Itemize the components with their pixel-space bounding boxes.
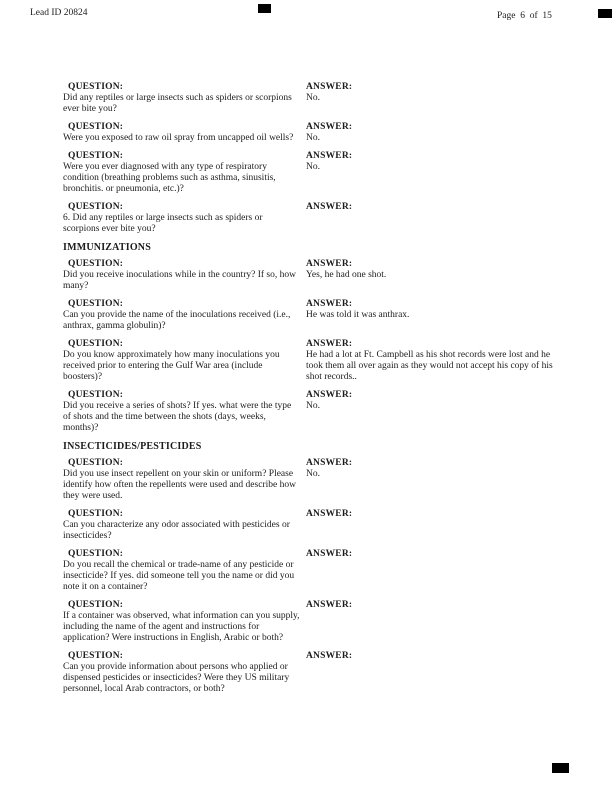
question-text: If a container was observed, what information can you supply, including the name of the agent and instructions for application? Were instructions in English, Arabic or both? [63,611,300,643]
question-text: Can you provide information about persons who applied or dispensed pesticides or insecticides? Were they US military personnel, local Arab contractors, or both? [63,662,290,694]
question-text: Do you know approximately how many inoculations you received prior to entering the Gulf War area (include boosters)? [63,350,280,382]
answer-text: No. [306,469,320,479]
qa-row [63,651,590,695]
question-text: Did you use insect repellent on your skin or uniform? Please identify how often the repellents were used and describe how they were used. [63,469,296,501]
answer-block [306,151,590,195]
qa-row [63,339,590,383]
answer-block [306,299,590,332]
answer-block [306,82,590,115]
qa-row [63,202,590,235]
answer-label: ANSWER: [306,651,353,661]
answer-block [306,509,590,542]
answer-text: He was told it was anthrax. [306,310,410,320]
question-label: QUESTION: [68,259,124,269]
qa-row [63,549,590,593]
answer-block [306,390,590,434]
answer-label: ANSWER: [306,259,353,269]
question-text: Can you characterize any odor associated with pesticides or insecticides? [63,520,290,541]
answer-label: ANSWER: [306,509,353,519]
redaction-mark [258,4,271,13]
answer-label: ANSWER: [306,600,353,610]
answer-label: ANSWER: [306,202,353,212]
question-block [63,458,306,502]
qa-content [63,82,590,702]
page-number-label: Page 6 of 15 [497,11,552,21]
question-label: QUESTION: [68,458,124,468]
question-label: QUESTION: [68,202,124,212]
question-label: QUESTION: [68,549,124,559]
question-label: QUESTION: [68,299,124,309]
qa-row [63,151,590,195]
question-block [63,651,306,695]
question-label: QUESTION: [68,390,124,400]
question-block [63,509,306,542]
question-block [63,151,306,195]
question-block [63,549,306,593]
answer-label: ANSWER: [306,82,353,92]
answer-block [306,259,590,292]
question-label: QUESTION: [68,651,124,661]
qa-row [63,390,590,434]
answer-block [306,202,590,235]
redaction-mark [552,763,569,773]
qa-row [63,458,590,502]
question-label: QUESTION: [68,339,124,349]
question-text: Did you receive inoculations while in the country? If so, how many? [63,270,296,291]
answer-label: ANSWER: [306,549,353,559]
question-label: QUESTION: [68,122,124,132]
question-label: QUESTION: [68,509,124,519]
answer-text: No. [306,401,320,411]
question-label: QUESTION: [68,82,124,92]
answer-text: No. [306,162,320,172]
question-text: Do you recall the chemical or trade-name of any pesticide or insecticide? If yes. did someone tell you the name or did you note it on a container? [63,560,295,592]
question-label: QUESTION: [68,600,124,610]
question-text: 6. Did any reptiles or large insects such as spiders or scorpions ever bite you? [63,213,263,234]
qa-row [63,600,590,644]
answer-label: ANSWER: [306,151,353,161]
question-text: Did any reptiles or large insects such as spiders or scorpions ever bite you? [63,93,292,114]
answer-text: No. [306,93,320,103]
question-block [63,600,306,644]
question-text: Were you exposed to raw oil spray from uncapped oil wells? [63,133,294,143]
question-text: Were you ever diagnosed with any type of respiratory condition (breathing problems such as asthma, sinusitis, bronchitis. or pneumonia, etc.)? [63,162,276,194]
question-block [63,122,306,144]
lead-id-label: Lead ID 20824 [30,8,88,18]
question-block [63,259,306,292]
redaction-mark [598,9,612,18]
answer-block [306,122,590,144]
question-block [63,202,306,235]
qa-row [63,509,590,542]
qa-row [63,299,590,332]
question-text: Did you receive a series of shots? If yes. what were the type of shots and the time between the shots (days, weeks, months)? [63,401,292,433]
answer-block [306,651,590,695]
qa-row [63,122,590,144]
answer-label: ANSWER: [306,122,353,132]
answer-block [306,600,590,644]
answer-label: ANSWER: [306,390,353,400]
section-heading-immunizations: IMMUNIZATIONS [63,242,151,253]
answer-text: Yes, he had one shot. [306,270,387,280]
answer-block [306,339,590,383]
question-block [63,339,306,383]
answer-label: ANSWER: [306,299,353,309]
answer-text: No. [306,133,320,143]
question-text: Can you provide the name of the inoculations received (i.e., anthrax, gamma globulin)? [63,310,291,331]
answer-block [306,458,590,502]
question-block [63,390,306,434]
answer-label: ANSWER: [306,458,353,468]
answer-label: ANSWER: [306,339,353,349]
question-block [63,82,306,115]
answer-block [306,549,590,593]
answer-text: He had a lot at Ft. Campbell as his shot records were lost and he took them all over again as they would not accept his copy of his shot records.. [306,350,553,382]
question-label: QUESTION: [68,151,124,161]
question-block [63,299,306,332]
qa-row [63,82,590,115]
qa-row [63,259,590,292]
section-heading-insecticides: INSECTICIDES/PESTICIDES [63,441,202,452]
